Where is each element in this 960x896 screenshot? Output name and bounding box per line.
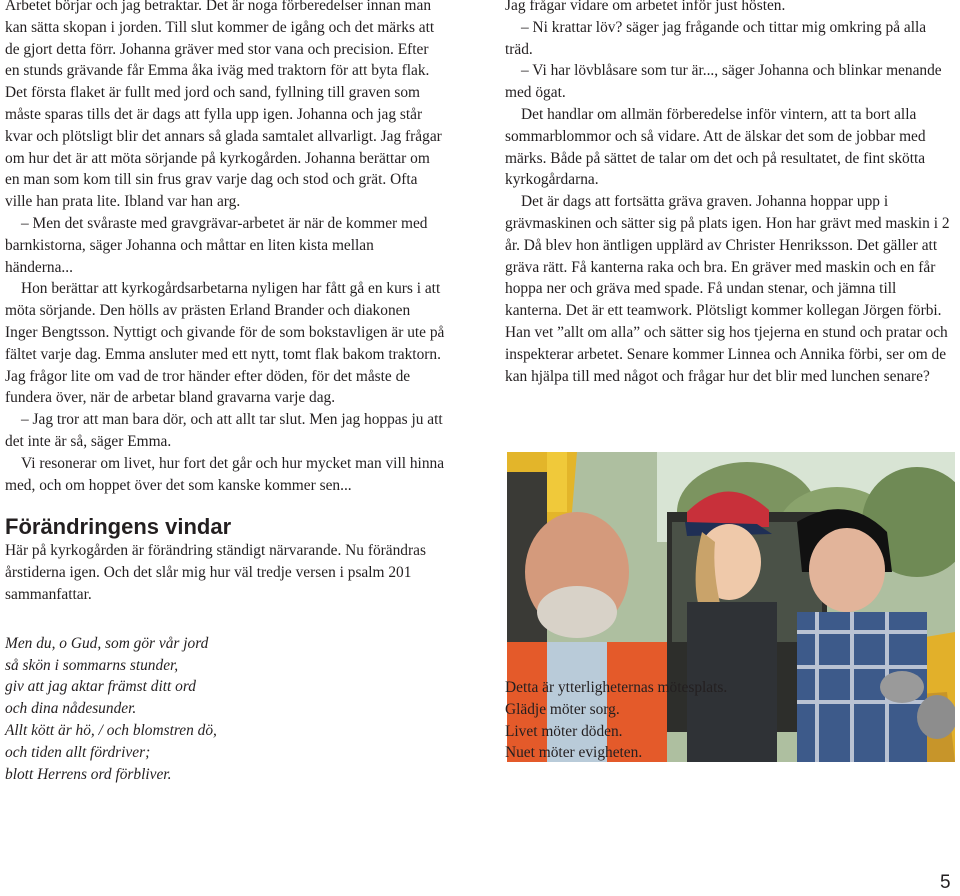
quote-paragraph: – Men det svåraste med gravgrävar-arbetet är när de kommer med barnkistorna, säger Johanna och måttar en liten kista mellan händerna...	[5, 214, 428, 276]
quote-paragraph: – Vi har lövblåsare som tur är..., säger Johanna och blinkar menande med ögat.	[505, 62, 942, 102]
intro-paragraph: Här på kyrkogården är förändring ständigt närvarande. Nu förändras årstiderna igen. Och det slår mig hur väl tredje versen i psalm 201 sammanfattar.	[5, 542, 426, 603]
caption-line: Glädje möter sorg.	[505, 700, 620, 718]
poem-line: så skön i sommarns stunder,	[5, 656, 179, 674]
body-paragraph: Vi resonerar om livet, hur fort det går och hur mycket man vill hinna med, och om hoppet över det som kanske kommer sen...	[5, 454, 445, 494]
left-column	[5, 0, 445, 785]
body-paragraph: Jag frågar vidare om arbetet inför just hösten.	[505, 0, 786, 14]
poem-line: Men du, o Gud, som gör vår jord	[5, 634, 209, 652]
page-number: 5	[940, 872, 951, 893]
caption-line: Detta är ytterligheternas mötesplats.	[505, 679, 728, 696]
section-heading: Förändringens vindar	[5, 514, 232, 540]
body-paragraph: Arbetet börjar och jag betraktar. Det är noga förberedelser innan man kan sätta skopan i jorden. Till slut kommer de igång och det märks att de gjort detta förr. Johanna gräver med stor vana och precision. Efter en stunds grävande får Emma åka iväg med traktorn för att byta flak. Det första flaket är fullt med jord och sand, fyllning till graven som måste sparas tills det är dags att fylla upp igen. Johanna och jag står kvar och plötsligt blir det annars så glada samtalet allvarligt. Jag frågar om hur det är att möta sörjande på kyrkogården. Johanna berättar om en man som kom till sin frus grav varje dag och stod och grät. Ofta ville han prata lite. Ibland var han arg.	[5, 0, 442, 211]
poem-line: Allt kött är hö, / och blomstren dö,	[5, 721, 217, 739]
hymn-verse	[5, 633, 445, 786]
caption-line: Livet möter döden.	[505, 722, 623, 740]
quote-paragraph: – Ni krattar löv? säger jag frågande och tittar mig omkring på alla träd.	[505, 18, 927, 58]
poem-line: och tiden allt fördriver;	[5, 743, 151, 761]
caption-line: Nuet möter evigheten.	[505, 744, 643, 762]
photo-caption	[505, 677, 755, 764]
right-column	[505, 0, 955, 387]
body-paragraph: Det är dags att fortsätta gräva graven. Johanna hoppar upp i grävmaskinen och sätter sig på plats igen. Hon har grävt med maskin i 2 år. Då blev hon äntligen upplärd av Christer Henriksson. Det gäller att gräva rätt. Få kanterna raka och bra. En gräver med maskin och en får hoppa ner och gräva med spade. Få undan stenar, och jämna till kanterna. Det är ett teamwork. Plötsligt kommer kollegan Jörgen förbi. Han vet ”allt om alla” och sätter sig hos tjejerna en stund och pratar och inspekterar arbetet. Senare kommer Linnea och Annika förbi, ser om de kan hjälpa till med något och frågar hur det blir med lunchen senare?	[505, 193, 950, 385]
poem-line: giv att jag aktar främst ditt ord	[5, 678, 196, 696]
body-paragraph: Det handlar om allmän förberedelse inför vintern, att ta bort alla sommarblommor och så vidare. Att de älskar det som de jobbar med märks. Både på sättet de talar om det och på resultatet, de fint skötta kyrkogårdarna.	[505, 105, 926, 189]
poem-line: och dina nådesunder.	[5, 700, 137, 718]
quote-paragraph: – Jag tror att man bara dör, och att allt tar slut. Men jag hoppas ju att det inte är så, säger Emma.	[5, 411, 443, 450]
body-paragraph: Hon berättar att kyrkogårdsarbetarna nyligen har fått gå en kurs i att möta sörjande. Den hölls av prästen Erland Brander och diakonen Inger Bengtsson. Nyttigt och givande för de som bokstavligen är ute på fältet varje dag. Emma ansluter med ett nytt, tomt flak bakom traktorn. Jag frågor lite om vad de tror händer efter döden, för det måste de fundera över, när de arbetar bland gravarna varje dag.	[5, 280, 445, 407]
poem-line: blott Herrens ord förbliver.	[5, 765, 172, 783]
